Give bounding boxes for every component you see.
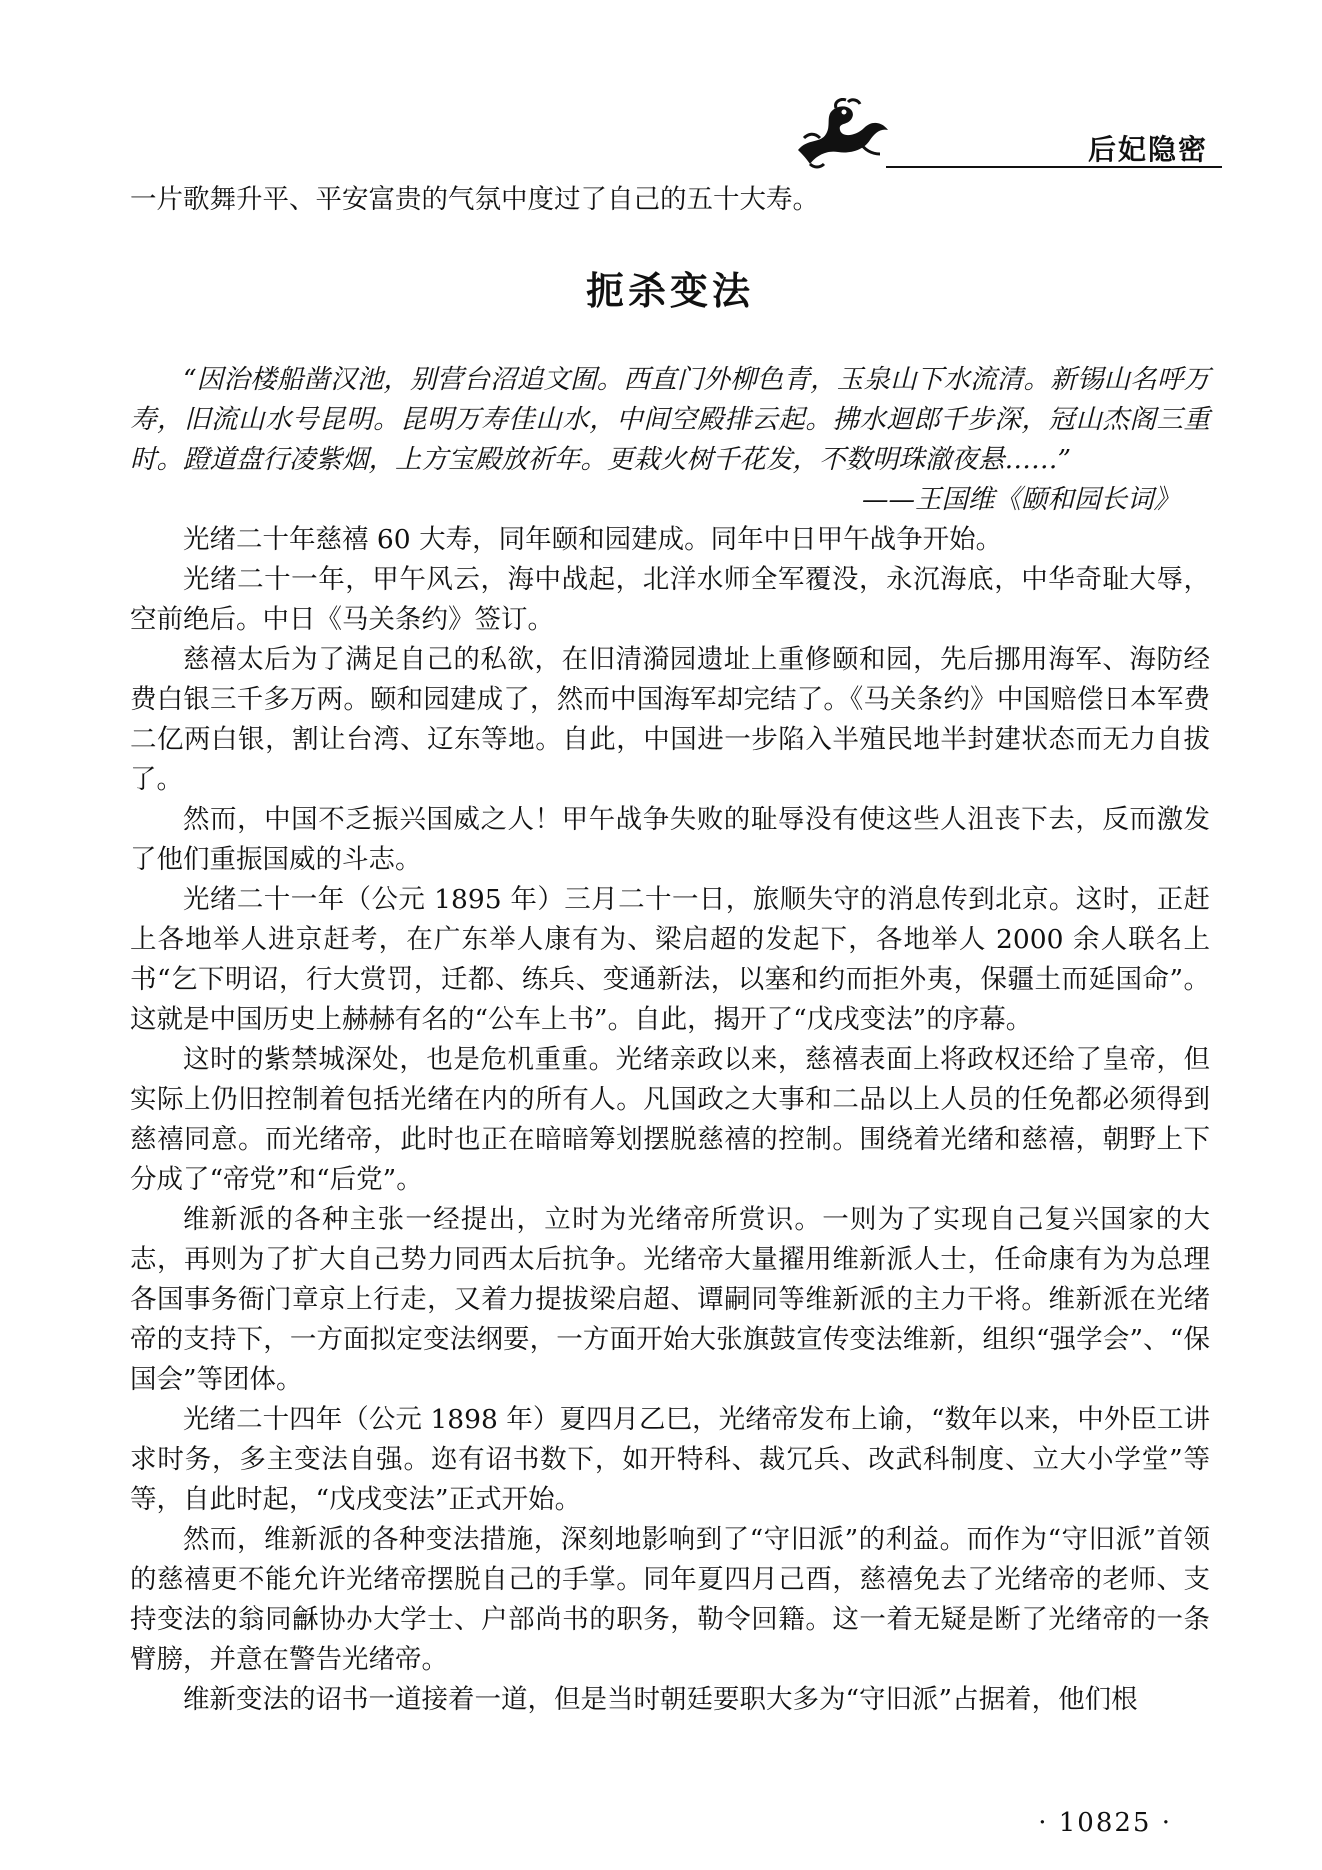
page-number: · 10825 · bbox=[1038, 1808, 1172, 1838]
paragraph: 光绪二十四年（公元 1898 年）夏四月乙巳，光绪帝发布上谕，“数年以来，中外臣工讲求时务，多主变法自强。迩有诏书数下，如开特科、裁冗兵、改武科制度、立大小学堂”等等，自此时起，“戊戌变法”正式开始。 bbox=[130, 1404, 1210, 1515]
paragraph: 光绪二十一年（公元 1895 年）三月二十一日，旅顺失守的消息传到北京。这时，正赶上各地举人进京赶考，在广东举人康有为、梁启超的发起下，各地举人 2000 余人联名上书“乞下明诏，行大赏罚，迁都、练兵、变通新法，以塞和约而拒外夷，保疆土而延国命”。这就是中国历史上赫赫有名的“公车上书”。自此，揭开了“戊戌变法”的序幕。 bbox=[130, 884, 1210, 1035]
epigraph-poem: “因治楼船凿汉池，别营台沼追文囿。西直门外柳色青，玉泉山下水流清。新锡山名呼万寿，旧流山水号昆明。昆明万寿佳山水，中间空殿排云起。拂水迴郎千步深，冠山杰阁三重时。蹬道盘行凌紫烟，上方宝殿放祈年。更栽火树千花发，不数明珠澈夜悬……” bbox=[130, 364, 1210, 475]
paragraph: 维新变法的诏书一道接着一道，但是当时朝廷要职大多为“守旧派”占据着，他们根 bbox=[183, 1684, 1138, 1715]
text-body bbox=[130, 180, 1210, 1720]
header-rule bbox=[886, 166, 1222, 168]
epigraph-attribution: ——王国维《颐和园长词》 bbox=[862, 484, 1180, 515]
paragraph: 然而，维新派的各种变法措施，深刻地影响到了“守旧派”的利益。而作为“守旧派”首领的慈禧更不能允许光绪帝摆脱自己的手掌。同年夏四月己酉，慈禧免去了光绪帝的老师、支持变法的翁同龢协办大学士、户部尚书的职务，勒令回籍。这一着无疑是断了光绪帝的一条臂膀，并意在警告光绪帝。 bbox=[130, 1524, 1210, 1675]
dragon-emblem-icon bbox=[790, 98, 900, 170]
paragraph: 光绪二十一年，甲午风云，海中战起，北洋水师全军覆没，永沉海底，中华奇耻大辱，空前绝后。中日《马关条约》签订。 bbox=[130, 564, 1210, 635]
lead-line: 一片歌舞升平、平安富贵的气氛中度过了自己的五十大寿。 bbox=[130, 184, 819, 215]
running-header bbox=[790, 98, 1222, 178]
paragraph: 光绪二十年慈禧 60 大寿，同年颐和园建成。同年中日甲午战争开始。 bbox=[183, 524, 1003, 555]
paragraph: 慈禧太后为了满足自己的私欲，在旧清漪园遗址上重修颐和园，先后挪用海军、海防经费白银三千多万两。颐和园建成了，然而中国海军却完结了。《马关条约》中国赔偿日本军费二亿两白银，割让台湾、辽东等地。自此，中国进一步陷入半殖民地半封建状态而无力自拔了。 bbox=[130, 644, 1210, 795]
paragraph: 然而，中国不乏振兴国威之人！甲午战争失败的耻辱没有使这些人沮丧下去，反而激发了他们重振国威的斗志。 bbox=[130, 804, 1210, 875]
section-title: 后妃隐密 bbox=[1087, 133, 1208, 166]
paragraph: 维新派的各种主张一经提出，立时为光绪帝所赏识。一则为了实现自己复兴国家的大志，再则为了扩大自己势力同西太后抗争。光绪帝大量擢用维新派人士，任命康有为为总理各国事务衙门章京上行走，又着力提拔梁启超、谭嗣同等维新派的主力干将。维新派在光绪帝的支持下，一方面拟定变法纲要，一方面开始大张旗鼓宣传变法维新，组织“强学会”、“保国会”等团体。 bbox=[130, 1204, 1210, 1395]
chapter-heading: 扼杀变法 bbox=[585, 269, 754, 313]
paragraph: 这时的紫禁城深处，也是危机重重。光绪亲政以来，慈禧表面上将政权还给了皇帝，但实际上仍旧控制着包括光绪在内的所有人。凡国政之大事和二品以上人员的任免都必须得到慈禧同意。而光绪帝，此时也正在暗暗筹划摆脱慈禧的控制。围绕着光绪和慈禧，朝野上下分成了“帝党”和“后党”。 bbox=[130, 1044, 1210, 1195]
